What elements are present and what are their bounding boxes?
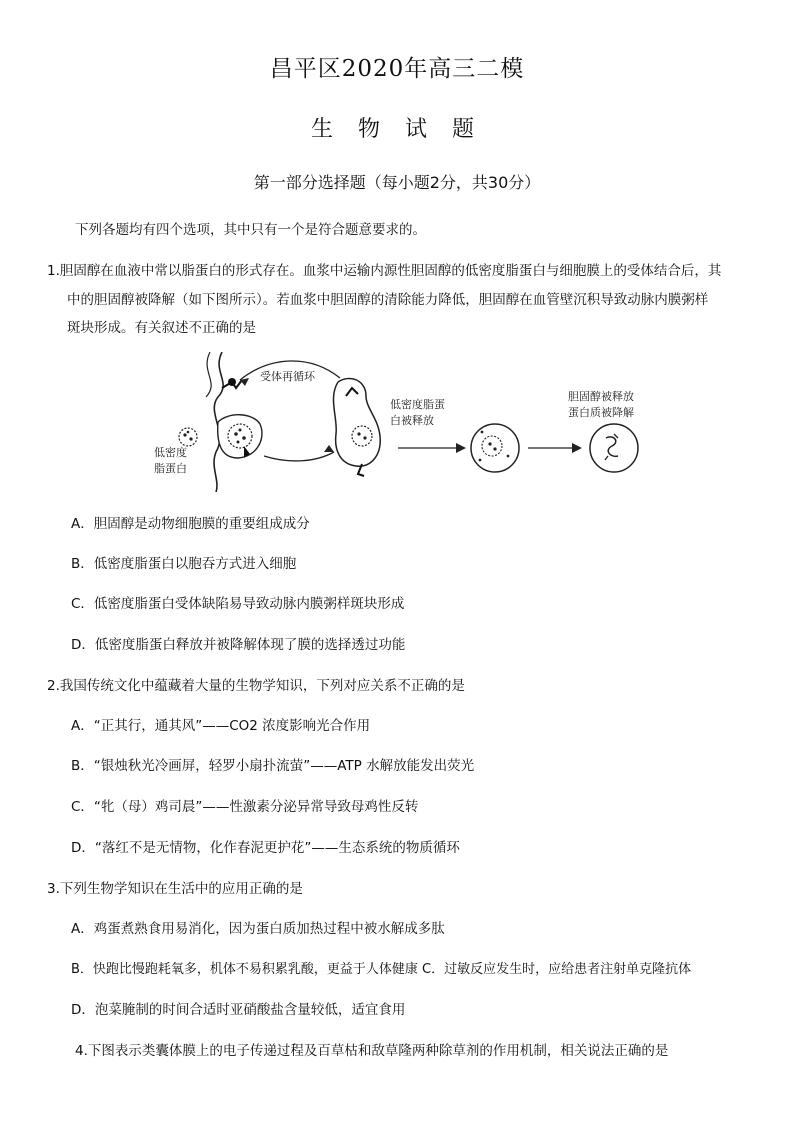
label-degrade-2: 蛋白质被降解	[568, 406, 634, 419]
q1-option-d: D．低密度脂蛋白释放并被降解体现了膜的选择透过功能	[71, 637, 406, 653]
q2-option-b: B．“银烛秋光冷画屏，轻罗小扇扑流萤”——ATP 水解放能发出荧光	[71, 758, 475, 774]
degraded-vesicle-icon	[590, 424, 638, 472]
lysosome-icon	[471, 424, 519, 472]
q1-option-c: C．低密度脂蛋白受体缺陷易导致动脉内膜粥样斑块形成	[71, 596, 405, 612]
label-ldl-1: 低密度	[154, 446, 187, 459]
q1-stem-line2: 中的胆固醇被降解（如下图所示）。若血浆中胆固醇的清除能力降低，胆固醇在血管壁沉积导致动脉内膜粥样	[67, 292, 709, 308]
q3-option-a: A．鸡蛋煮熟食用易消化，因为蛋白质加热过程中被水解成多肽	[71, 921, 445, 937]
q3-option-d: D．泡菜腌制的时间合适时亚硝酸盐含量较低，适宜食用	[71, 1002, 406, 1018]
q1-stem-line1: 1.胆固醇在血液中常以脂蛋白的形式存在。血浆中运输内源性胆固醇的低密度脂蛋白与细胞膜上的受体结合后，其	[47, 263, 722, 279]
ldl-figure	[140, 352, 660, 492]
label-degrade-1: 胆固醇被释放	[568, 390, 634, 403]
q2-option-c: C．“牝（母）鸡司晨”——性激素分泌异常导致母鸡性反转	[71, 799, 419, 815]
q1-stem-line3: 斑块形成。有关叙述不正确的是	[67, 320, 256, 336]
instructions: 下列各题均有四个选项，其中只有一个是符合题意要求的。	[75, 222, 426, 238]
q1-option-a: A．胆固醇是动物细胞膜的重要组成成分	[71, 516, 310, 532]
section-title: 第一部分选择题（每小题2分，共30分）	[253, 173, 541, 192]
q2-stem: 2.我国传统文化中蕴藏着大量的生物学知识，下列对应关系不正确的是	[47, 678, 465, 694]
coated-pit-icon	[218, 415, 262, 458]
q1-option-b: B．低密度脂蛋白以胞吞方式进入细胞	[71, 556, 297, 572]
ldl-particle-icon	[179, 428, 197, 446]
q3-option-bc: B．快跑比慢跑耗氧多，机体不易积累乳酸，更益于人体健康 C．过敏反应发生时，应给患者注射单克隆抗体	[71, 962, 692, 977]
q4-stem: 4.下图表示类囊体膜上的电子传递过程及百草枯和敌草隆两种除草剂的作用机制，相关说法正确的是	[75, 1043, 669, 1059]
label-ldl-2: 脂蛋白	[154, 462, 187, 475]
endosome-icon	[333, 378, 380, 476]
label-release-2: 白被释放	[390, 414, 434, 427]
q2-option-a: A．“正其行，通其风”——CO2 浓度影响光合作用	[71, 718, 371, 734]
q3-stem: 3.下列生物学知识在生活中的应用正确的是	[47, 881, 303, 897]
exam-title: 昌平区2020年高三二模	[269, 56, 525, 82]
label-release-1: 低密度脂蛋	[390, 398, 445, 411]
label-recycle: 受体再循环	[260, 370, 315, 383]
q2-option-d: D．“落红不是无情物，化作春泥更护花”——生态系统的物质循环	[71, 840, 460, 856]
subject-title: 生 物 试 题	[311, 117, 483, 142]
